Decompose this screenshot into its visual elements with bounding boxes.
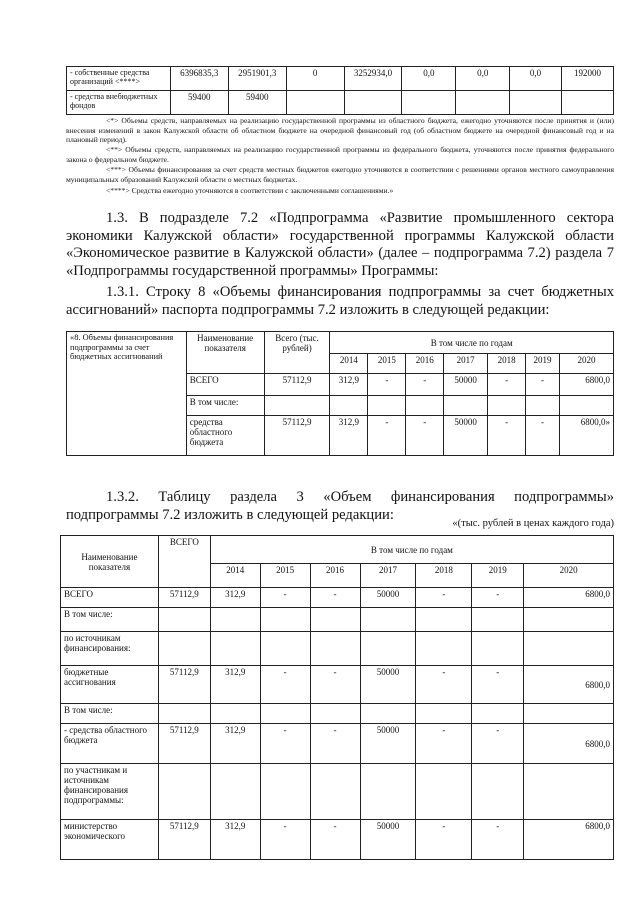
year-header: 2014: [210, 564, 260, 588]
cell: -: [472, 666, 524, 704]
top-table: [66, 66, 614, 115]
col-header-years: В том числе по годам: [330, 332, 614, 354]
table-row: [61, 724, 614, 764]
table-row: [61, 588, 614, 608]
cell: 6800,0: [560, 374, 614, 396]
year-header: 2019: [472, 564, 524, 588]
year-header: 2017: [444, 354, 488, 374]
table-row: [61, 666, 614, 704]
year-header: 2015: [368, 354, 406, 374]
footnote: <***> Объемы финансирования за счет средств местных бюджетов ежегодно уточняются в соответствии с решениями органов местного самоуправления муниципальных образований Калужской области о местных бюджетах.: [66, 165, 614, 184]
cell: 0,0: [402, 67, 456, 91]
units-note: «(тыс. рублей в ценах каждого года): [452, 518, 614, 529]
cell: 57112,9: [158, 666, 210, 704]
cell: -: [368, 416, 406, 456]
cell: [402, 91, 456, 115]
cell: -: [406, 374, 444, 396]
cell: 192000: [561, 67, 613, 91]
col-header-total: Всего (тыс. рублей): [264, 332, 330, 374]
table-row: [61, 536, 614, 564]
cell: [344, 91, 402, 115]
row-label: ВСЕГО: [186, 374, 264, 396]
cell: 6800,0: [524, 666, 614, 704]
cell: 57112,9: [264, 374, 330, 396]
cell: 50000: [444, 416, 488, 456]
cell: -: [416, 588, 472, 608]
cell: 6800,0: [524, 820, 614, 860]
paragraph-1-3-1: 1.3.1. Строку 8 «Объемы финансирования подпрограммы за счет бюджетных ассигнований» паспорта подпрограммы 7.2 изложить в следующей редакции:: [66, 284, 614, 318]
cell: 6800,0: [524, 724, 614, 764]
cell: 6800,0»: [560, 416, 614, 456]
cell: -: [406, 416, 444, 456]
paragraph-1-3: 1.3. В подразделе 7.2 «Подпрограмма «Развитие промышленного сектора экономики Калужской области» государственной программы Калужской области «Экономическое развитие в Калужской области» (далее – подпрограмма 7.2) раздела 7 «Подпрограммы государственной программы» Программы:: [66, 210, 614, 279]
cell: -: [416, 820, 472, 860]
cell: 57112,9: [158, 588, 210, 608]
cell: -: [260, 724, 310, 764]
passport-table: [66, 331, 614, 456]
year-header: 2014: [330, 354, 368, 374]
table-row: [67, 332, 614, 354]
row-label: - средства областного бюджета: [61, 724, 159, 764]
row-title: «8. Объемы финансирования подпрограммы за счет бюджетных ассигнований: [67, 332, 187, 456]
cell: 6396835,3: [170, 67, 228, 91]
footnote: <**> Объемы средств, направляемых на реализацию государственной программы из федерального бюджета, уточняются после принятия федерального закона о федеральном бюджете.: [66, 145, 614, 164]
footnote: <*> Объемы средств, направляемых на реализацию государственной программы из областного бюджета, ежегодно уточняются после принятия и (или) внесения изменений в закон Калужской области об областном бюджете на очередной финансовый год (об областном бюджете на очередной финансовый год и на плановый период).: [66, 116, 614, 145]
cell: 50000: [360, 588, 416, 608]
cell: -: [472, 588, 524, 608]
cell: -: [416, 724, 472, 764]
cell: -: [488, 416, 526, 456]
row-label: - собственные средства организаций <****>: [67, 67, 171, 91]
table-row: [61, 704, 614, 724]
cell: 50000: [360, 820, 416, 860]
year-header: 2015: [260, 564, 310, 588]
cell: 312,9: [210, 820, 260, 860]
cell: 59400: [170, 91, 228, 115]
col-header-name: Наименование показателя: [186, 332, 264, 374]
row-label: средства областного бюджета: [186, 416, 264, 456]
cell: 3252934,0: [344, 67, 402, 91]
cell: -: [310, 724, 360, 764]
cell: -: [260, 666, 310, 704]
cell: -: [310, 666, 360, 704]
footnote: <****> Средства ежегодно уточняются в соответствии с заключенными соглашениями.»: [106, 186, 394, 195]
year-header: 2020: [524, 564, 614, 588]
cell: 57112,9: [264, 416, 330, 456]
paragraph-1-3-2: 1.3.2. Таблицу раздела 3 «Объем финансирования подпрограммы» подпрограммы 7.2 изложить в следующей редакции:: [66, 489, 614, 523]
cell: -: [310, 588, 360, 608]
table-row: [67, 91, 614, 115]
cell: 57112,9: [158, 820, 210, 860]
cell: 312,9: [210, 724, 260, 764]
row-label: министерство экономического: [61, 820, 159, 860]
cell: 6800,0: [524, 588, 614, 608]
row-label: В том числе:: [61, 704, 159, 724]
table-row: [61, 820, 614, 860]
cell: 312,9: [330, 416, 368, 456]
col-header-name: Наименование показателя: [61, 536, 159, 588]
cell: 50000: [360, 724, 416, 764]
cell: -: [368, 374, 406, 396]
cell: 312,9: [210, 588, 260, 608]
cell: 0,0: [456, 67, 510, 91]
year-header: 2017: [360, 564, 416, 588]
cell: -: [260, 588, 310, 608]
cell: -: [472, 820, 524, 860]
cell: -: [416, 666, 472, 704]
table-row: [61, 764, 614, 820]
cell: 59400: [228, 91, 286, 115]
table-row: [67, 67, 614, 91]
cell: -: [472, 724, 524, 764]
year-header: 2016: [310, 564, 360, 588]
row-label: бюджетные ассигнования: [61, 666, 159, 704]
cell: -: [310, 820, 360, 860]
cell: -: [260, 820, 310, 860]
cell: [561, 91, 613, 115]
year-header: 2019: [526, 354, 560, 374]
cell: 50000: [444, 374, 488, 396]
year-header: 2018: [416, 564, 472, 588]
row-label: по источникам финансирования:: [61, 632, 159, 666]
cell: -: [526, 374, 560, 396]
row-label: ВСЕГО: [61, 588, 159, 608]
cell: 312,9: [330, 374, 368, 396]
cell: 312,9: [210, 666, 260, 704]
cell: 0: [286, 67, 344, 91]
table-row: [61, 632, 614, 666]
cell: [510, 91, 562, 115]
cell: [456, 91, 510, 115]
cell: 0,0: [510, 67, 562, 91]
row-label: В том числе:: [186, 396, 264, 416]
cell: 2951901,3: [228, 67, 286, 91]
row-label: В том числе:: [61, 608, 159, 632]
year-header: 2018: [488, 354, 526, 374]
year-header: 2016: [406, 354, 444, 374]
table-row: [61, 608, 614, 632]
finance-table: [60, 535, 614, 860]
cell: 57112,9: [158, 724, 210, 764]
cell: -: [526, 416, 560, 456]
cell: -: [488, 374, 526, 396]
cell: 50000: [360, 666, 416, 704]
year-header: 2020: [560, 354, 614, 374]
col-header-total: ВСЕГО: [158, 536, 210, 588]
col-header-years: В том числе по годам: [210, 536, 613, 564]
row-label: - средства внебюджетных фондов: [67, 91, 171, 115]
row-label: по участникам и источникам финансирования подпрограммы:: [61, 764, 159, 820]
cell: [286, 91, 344, 115]
